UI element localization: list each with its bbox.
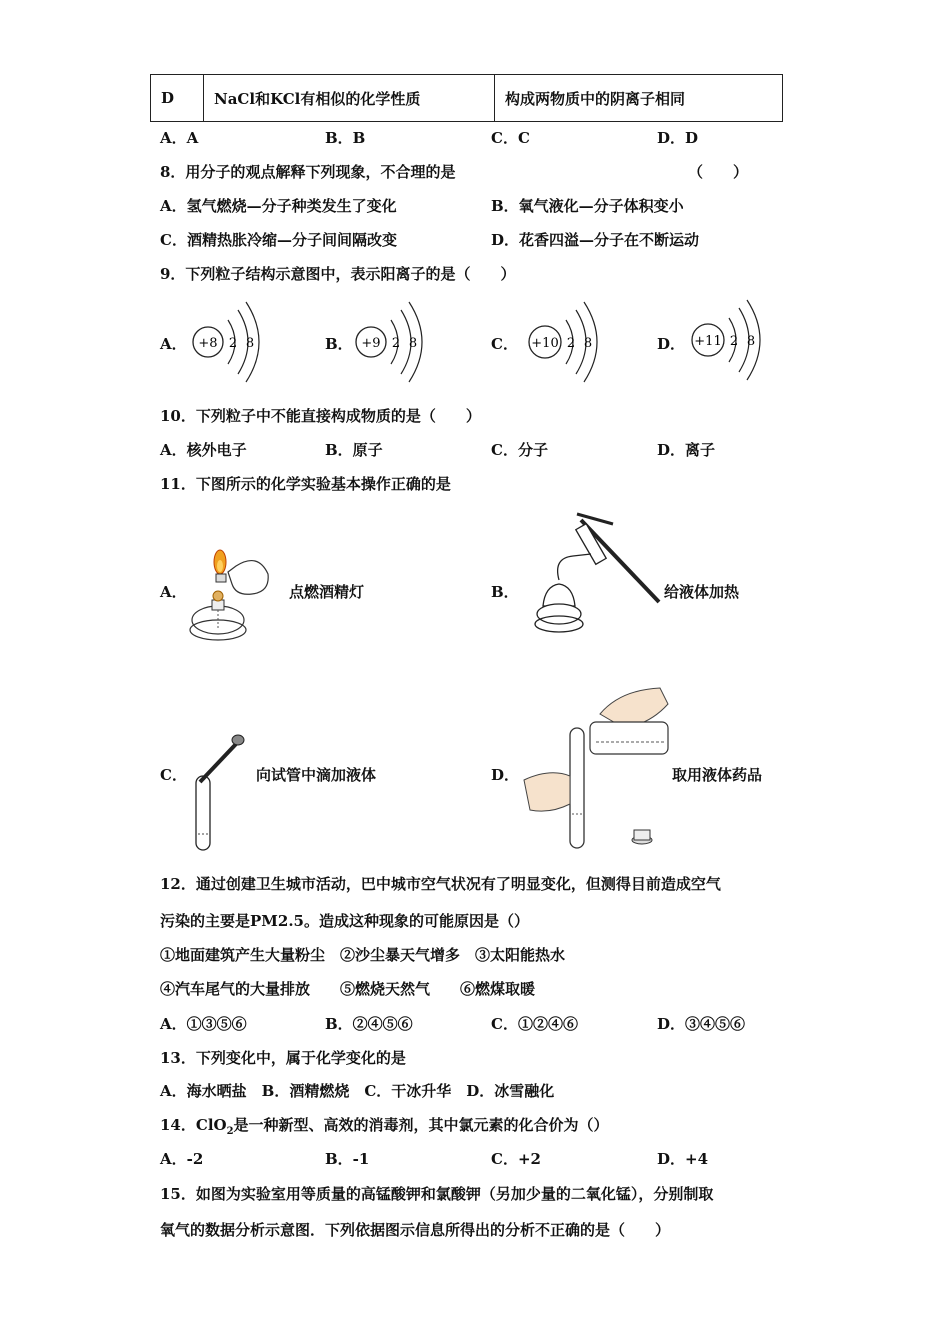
- answer-table: [150, 74, 783, 122]
- q12-items-line2: ④汽车尾气的大量排放 ⑤燃烧天然气 ⑥燃煤取暖: [160, 980, 536, 998]
- q10-option-d: D．离子: [657, 441, 716, 459]
- q8-option-b: B．氧气液化—分子体积变小: [491, 197, 684, 215]
- atom-diagram-a: [190, 300, 270, 384]
- table-cell-option: D: [151, 75, 204, 122]
- q7-option-d: D．D: [657, 129, 699, 147]
- nucleus-label: +8: [198, 336, 218, 351]
- shell-2-count: 8: [746, 334, 756, 349]
- nucleus-label: +9: [361, 336, 381, 351]
- dropper-test-tube-illustration: [188, 730, 248, 855]
- q14-option-a: A．-2: [160, 1150, 204, 1168]
- q12-option-d: D．③④⑤⑥: [657, 1015, 746, 1033]
- nucleus-label: +11: [694, 334, 722, 349]
- q12-stem-line2: 污染的主要是PM2.5。造成这种现象的可能原因是（）: [160, 912, 529, 930]
- atom-diagram-d: [688, 296, 770, 384]
- q12-option-c: C．①②④⑥: [491, 1015, 578, 1033]
- q11-caption-a: 点燃酒精灯: [289, 583, 365, 601]
- nucleus-label: +10: [531, 336, 559, 351]
- shell-2-count: 8: [583, 336, 593, 351]
- q11-letter-b: B．: [491, 583, 519, 601]
- q15-line1: 15．如图为实验室用等质量的高锰酸钾和氯酸钾（另加少量的二氧化锰），分别制取: [160, 1185, 714, 1203]
- q12-option-b: B．②④⑤⑥: [325, 1015, 413, 1033]
- shell-2-count: 8: [408, 336, 418, 351]
- shell-2-count: 8: [245, 336, 255, 351]
- table-cell-explanation: 构成两物质中的阴离子相同: [495, 75, 783, 122]
- q8-option-c: C．酒精热胀冷缩—分子间间隔改变: [160, 231, 397, 249]
- q10-option-c: C．分子: [491, 441, 548, 459]
- q11-letter-c: C．: [160, 766, 187, 784]
- atom-diagram-b: [353, 300, 433, 384]
- shell-1-count: 2: [228, 336, 238, 351]
- q14-stem: 14．ClO$_2$是一种新型、高效的消毒剂，其中氯元素的化合价为（）: [160, 1116, 609, 1137]
- shell-1-count: 2: [729, 334, 739, 349]
- q8-bracket: （ ）: [688, 163, 749, 181]
- q11-caption-b: 给液体加热: [664, 583, 740, 601]
- q12-items-line1: ①地面建筑产生大量粉尘 ②沙尘暴天气增多 ③太阳能热水: [160, 946, 566, 964]
- q10-option-a: A．核外电子: [160, 441, 247, 459]
- q10-option-b: B．原子: [325, 441, 383, 459]
- q9-letter-a: A．: [160, 335, 187, 353]
- q14-option-d: D．+4: [657, 1150, 709, 1168]
- q7-option-c: C．C: [491, 129, 530, 147]
- q11-stem: 11．下图所示的化学实验基本操作正确的是: [160, 475, 451, 493]
- q14-option-c: C．+2: [491, 1150, 541, 1168]
- q9-stem: 9．下列粒子结构示意图中，表示阳离子的是（ ）: [160, 265, 516, 283]
- q9-letter-b: B．: [325, 335, 353, 353]
- q11-caption-c: 向试管中滴加液体: [256, 766, 377, 784]
- q9-letter-d: D．: [657, 335, 686, 353]
- q9-letter-c: C．: [491, 335, 518, 353]
- q12-option-a: A．①③⑤⑥: [160, 1015, 247, 1033]
- q7-option-a: A．A: [160, 129, 199, 147]
- heating-liquid-illustration: [525, 510, 665, 640]
- table-cell-fact: NaCl和KCl有相似的化学性质: [204, 75, 495, 122]
- pouring-liquid-illustration: [520, 684, 670, 854]
- shell-1-count: 2: [391, 336, 401, 351]
- q11-letter-a: A．: [160, 583, 187, 601]
- q8-option-d: D．花香四溢—分子在不断运动: [491, 231, 700, 249]
- q14-option-b: B．-1: [325, 1150, 370, 1168]
- shell-1-count: 2: [566, 336, 576, 351]
- q12-stem-line1: 12．通过创建卫生城市活动，巴中城市空气状况有了明显变化，但测得目前造成空气: [160, 875, 721, 893]
- q11-caption-d: 取用液体药品: [672, 766, 763, 784]
- q10-stem: 10．下列粒子中不能直接构成物质的是（ ）: [160, 407, 481, 425]
- q8-stem: 8．用分子的观点解释下列现象，不合理的是: [160, 163, 456, 181]
- table-row: [151, 75, 783, 122]
- q13-options: A．海水晒盐 B．酒精燃烧 C．干冰升华 D．冰雪融化: [160, 1082, 555, 1100]
- q7-option-b: B．B: [325, 129, 366, 147]
- q13-stem: 13．下列变化中，属于化学变化的是: [160, 1049, 406, 1067]
- alcohol-lamp-illustration: [188, 540, 288, 645]
- q8-option-a: A．氢气燃烧—分子种类发生了变化: [160, 197, 397, 215]
- q15-line2: 氧气的数据分析示意图．下列依据图示信息所得出的分析不正确的是（ ）: [160, 1221, 671, 1239]
- atom-diagram-c: [525, 300, 607, 384]
- q11-letter-d: D．: [491, 766, 520, 784]
